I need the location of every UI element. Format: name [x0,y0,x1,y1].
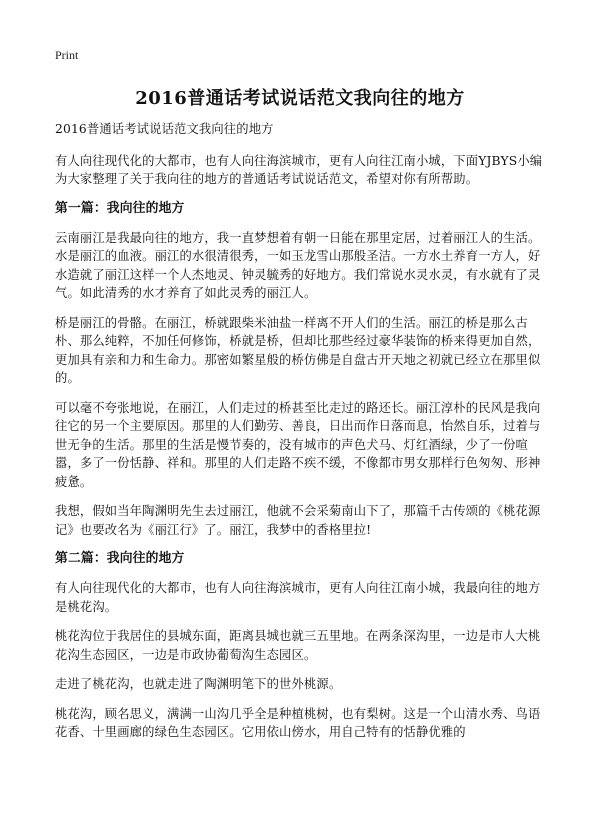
section-2-paragraph: 桃花沟，顾名思义，满满一山沟几乎全是种植桃树，也有梨树。这是一个山清水秀、鸟语花香、十里画廊的绿色生态园区。它用依山傍水，用自己特有的恬静优雅的 [55,706,541,739]
page-title: 2016普通话考试说话范文我向往的地方 [135,88,465,109]
section-1-paragraph: 云南丽江是我最向往的地方，我一直梦想着有朝一日能在那里定居，过着丽江人的生活。水是丽江的血液。丽江的水很清很秀，一如玉龙雪山那般圣洁。一方水土养育一方人，好水造就了丽江这样一个人杰地灵、钟灵毓秀的好地方。我们常说水灵水灵，有水就有了灵气。如此清秀的水才养育了如此灵秀的丽江人。 [55,230,541,300]
section-1-paragraph: 桥是丽江的骨骼。在丽江，桥就跟柴米油盐一样离不开人们的生活。丽江的桥是那么古朴、那么纯粹，不加任何修饰，桥就是桥，但却比那些经过豪华装饰的桥来得更加自然，更加具有亲和力和生命力。那密如繁星般的桥仿佛是自盘古开天地之初就已经立在那里似的。 [55,315,541,385]
section-2-paragraph: 桃花沟位于我居住的县城东面，距离县城也就三五里地。在两条深沟里，一边是市人大桃花沟生态园区，一边是市政协葡萄沟生态园区。 [55,629,541,662]
article-subtitle: 2016普通话考试说话范文我向往的地方 [55,122,274,136]
section-1-paragraph: 可以毫不夸张地说，在丽江，人们走过的桥甚至比走过的路还长。丽江淳朴的民风是我向往它的另一个主要原因。那里的人们勤劳、善良，日出而作日落而息，怡然自乐，过着与世无争的生活。那里的生活是慢节奏的，没有城市的声色犬马、灯红酒绿，少了一份喧嚣，多了一份恬静、祥和。那里的人们走路不疾不缓，不像都市男女那样行色匆匆、形神疲惫。 [55,400,541,489]
section-2-paragraph: 有人向往现代化的大都市，也有人向往海滨城市，更有人向往江南小城，我最向往的地方是桃花沟。 [55,581,541,614]
article-body [55,120,545,753]
section-2-heading: 第二篇：我向往的地方 [55,551,185,566]
print-label: Print [55,48,79,62]
section-1-heading: 第一篇：我向往的地方 [55,200,185,216]
section-1-paragraph: 我想，假如当年陶渊明先生去过丽江，他就不会采菊南山下了，那篇千古传颂的《桃花源记》也要改名为《丽江行》了。丽江，我梦中的香格里拉! [55,504,541,537]
intro-paragraph: 有人向往现代化的大都市，也有人向往海滨城市，更有人向往江南小城，下面YJBYS小编为大家整理了关于我向往的地方的普通话考试说话范文，希望对你有所帮助。 [55,153,543,186]
section-2-paragraph: 走进了桃花沟，也就走进了陶渊明笔下的世外桃源。 [55,677,342,691]
